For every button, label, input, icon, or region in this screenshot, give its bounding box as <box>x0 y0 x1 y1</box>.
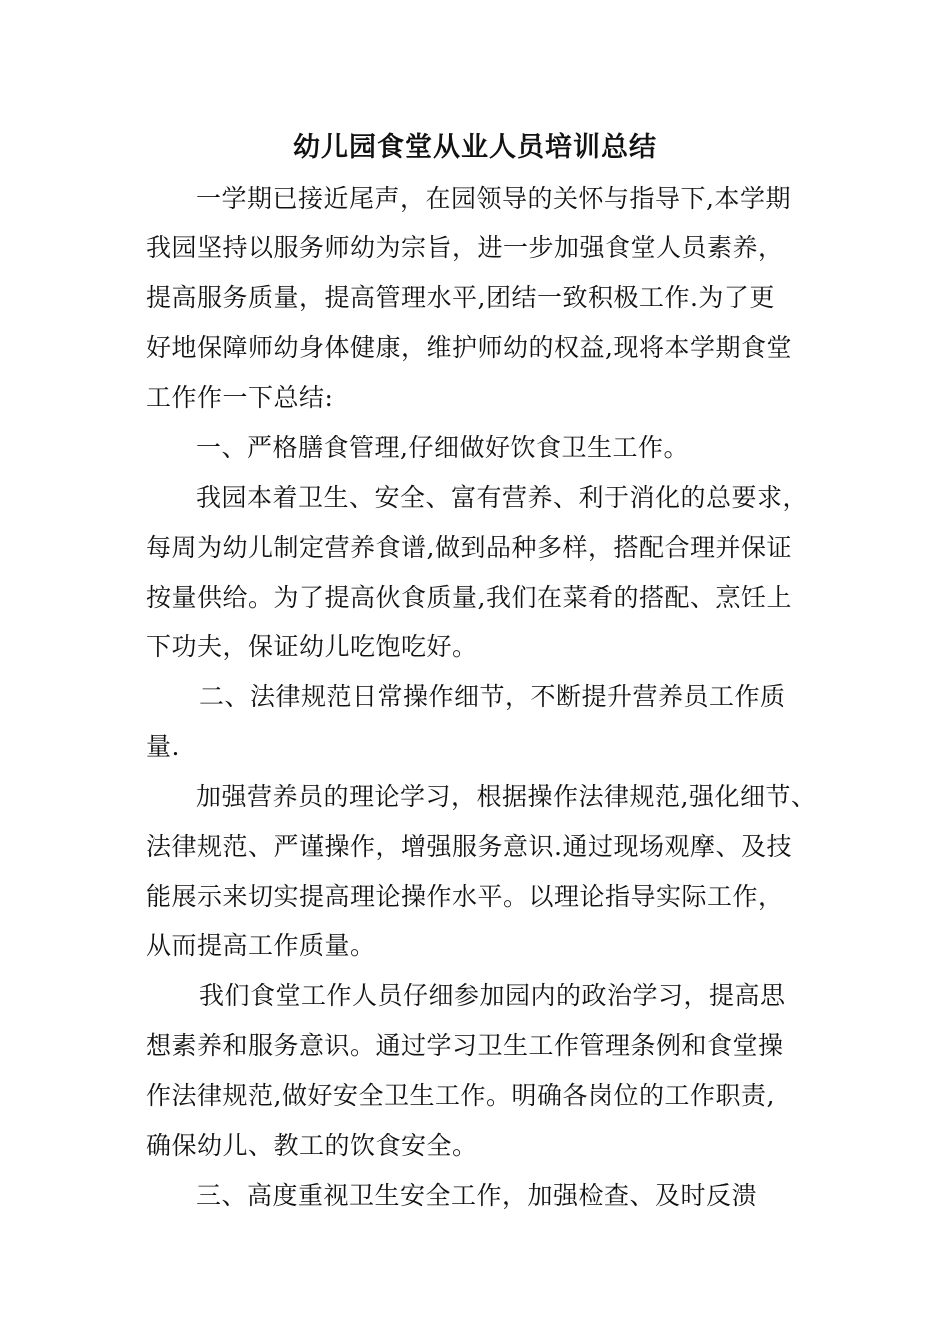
text-line: 从而提高工作质量。 <box>146 931 376 960</box>
section-heading: 一、严格膳食管理,仔细做好饮食卫生工作。 <box>196 433 689 462</box>
text-line: 工作作一下总结: <box>146 383 334 412</box>
text-line: 作法律规范,做好安全卫生工作。明确各岗位的工作职责, <box>146 1081 775 1110</box>
text-line: 下功夫，保证幼儿吃饱吃好。 <box>146 632 478 661</box>
text-line: 提高服务质量，提高管理水平,团结一致积极工作.为了更 <box>146 283 775 312</box>
text-line: 加强营养员的理论学习，根据操作法律规范,强化细节、 <box>196 782 817 811</box>
text-line: 法律规范、严谨操作，增强服务意识.通过现场观摩、及技 <box>146 832 792 861</box>
text-line: 一学期已接近尾声，在园领导的关怀与指导下,本学期 <box>196 184 791 213</box>
text-line: 我们食堂工作人员仔细参加园内的政治学习，提高思 <box>199 981 786 1010</box>
text-line: 按量供给。为了提高伙食质量,我们在菜肴的搭配、烹饪上 <box>146 583 792 612</box>
text-line: 我园本着卫生、安全、富有营养、利于消化的总要求， <box>196 483 809 512</box>
text-line: 想素养和服务意识。通过学习卫生工作管理条例和食堂操 <box>146 1031 784 1060</box>
text-line: 每周为幼儿制定营养食谱,做到品种多样，搭配合理并保证 <box>146 533 792 562</box>
text-line: 能展示来切实提高理论操作水平。以理论指导实际工作， <box>146 882 784 911</box>
text-line: 我园坚持以服务师幼为宗旨，进一步加强食堂人员素养， <box>146 233 784 262</box>
section-heading: 量. <box>146 732 180 761</box>
section-heading: 三、高度重视卫生安全工作，加强检查、及时反溃 <box>196 1181 758 1210</box>
text-line: 确保幼儿、教工的饮食安全。 <box>146 1131 478 1160</box>
text-line: 好地保障师幼身体健康，维护师幼的权益,现将本学期食堂 <box>146 333 792 362</box>
section-heading: 二、法律规范日常操作细节，不断提升营养员工作质 <box>199 682 786 711</box>
document-title: 幼儿园食堂从业人员培训总结 <box>293 132 657 163</box>
